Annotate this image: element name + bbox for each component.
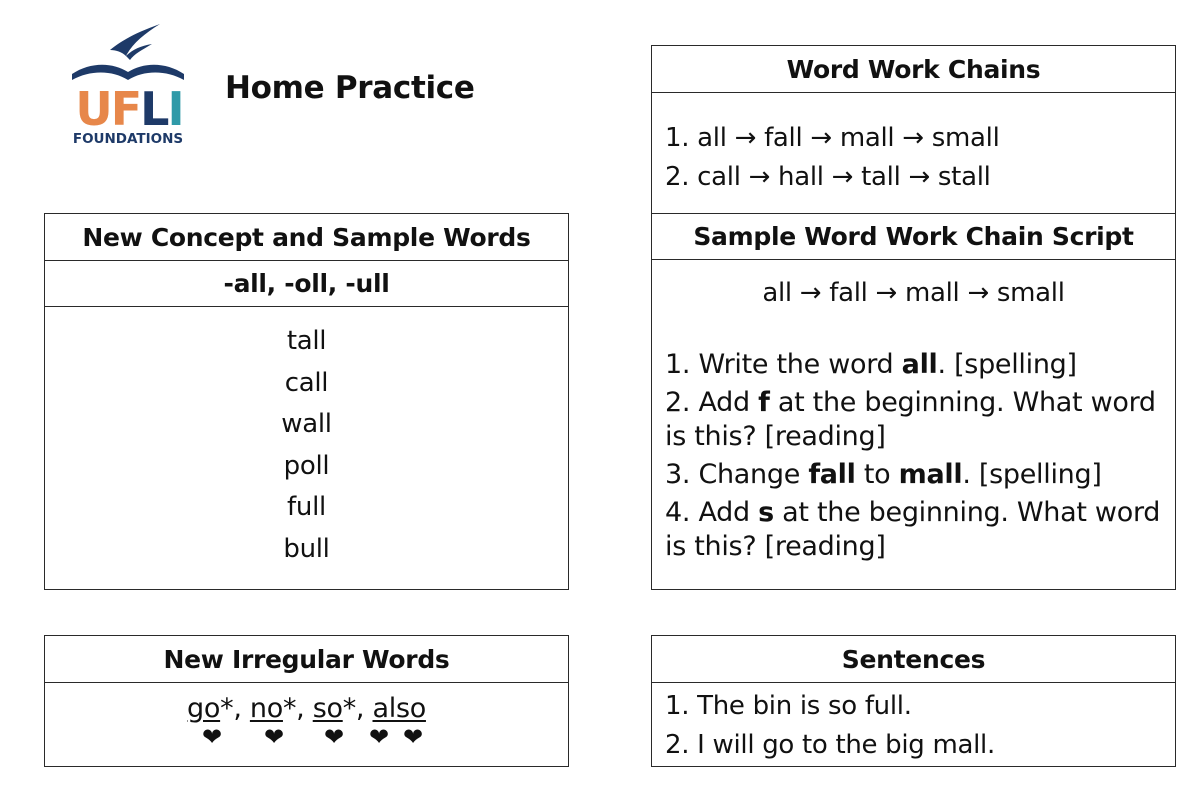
chain-item: 1. all → fall → mall → small	[665, 123, 1000, 153]
sample-word: poll	[283, 450, 330, 481]
heart-row	[45, 722, 568, 752]
irregular-heading: New Irregular Words	[45, 636, 568, 683]
script-chain: all → fall → mall → small	[762, 278, 1065, 308]
heart-icon: ❤	[264, 723, 285, 751]
sample-word: wall	[281, 409, 332, 439]
script-step: 3. Change fall to mall. [spelling]	[665, 459, 1102, 490]
sentences-heading: Sentences	[652, 636, 1175, 683]
chain-item: 2. call → hall → tall → stall	[665, 162, 991, 192]
heart-icon: ❤	[369, 723, 390, 751]
script-step: 2. Add f at the beginning. What word is this? [reading]	[665, 387, 1156, 452]
concept-pattern: -all, -oll, -ull	[45, 261, 568, 307]
chains-list	[652, 93, 1175, 214]
svg-text:FOUNDATIONS: FOUNDATIONS	[72, 131, 184, 146]
irregular-word: go*	[187, 693, 234, 724]
sample-word: tall	[286, 326, 327, 356]
chains-heading: Word Work Chains	[652, 46, 1175, 93]
sentence-item: 2. I will go to the big mall.	[665, 730, 995, 760]
sentences-box	[651, 635, 1176, 767]
script-step: 1. Write the word all. [spelling]	[665, 349, 1077, 380]
irregular-word: no*	[249, 693, 297, 724]
script-step: 4. Add s at the beginning. What word is this? [reading]	[665, 497, 1161, 562]
sentence-item: 1. The bin is so full.	[665, 691, 912, 721]
script-heading: Sample Word Work Chain Script	[652, 214, 1175, 260]
chains-box	[651, 45, 1176, 590]
sample-word-list	[45, 307, 568, 570]
sample-word: full	[287, 492, 326, 522]
sentence-list	[652, 683, 1175, 765]
sample-word: call	[284, 367, 329, 398]
page-title: Home Practice	[225, 70, 475, 106]
heart-icon: ❤	[324, 723, 345, 751]
heart-icon: ❤	[403, 723, 424, 751]
heart-icon: ❤	[202, 723, 223, 751]
sample-word: bull	[283, 533, 330, 564]
irregular-word-line: go*, no*, so*, also	[187, 693, 426, 724]
ufli-logo	[68, 22, 190, 146]
irregular-box	[44, 635, 569, 767]
concept-heading: New Concept and Sample Words	[45, 214, 568, 261]
book-icon	[72, 65, 184, 80]
script-steps	[652, 308, 1175, 564]
ufli-logo-graphic	[68, 22, 190, 146]
concept-box	[44, 213, 569, 590]
svg-text:UFLI: UFLI	[75, 82, 183, 136]
irregular-word: so*	[312, 693, 356, 724]
irregular-word: also	[372, 693, 426, 724]
